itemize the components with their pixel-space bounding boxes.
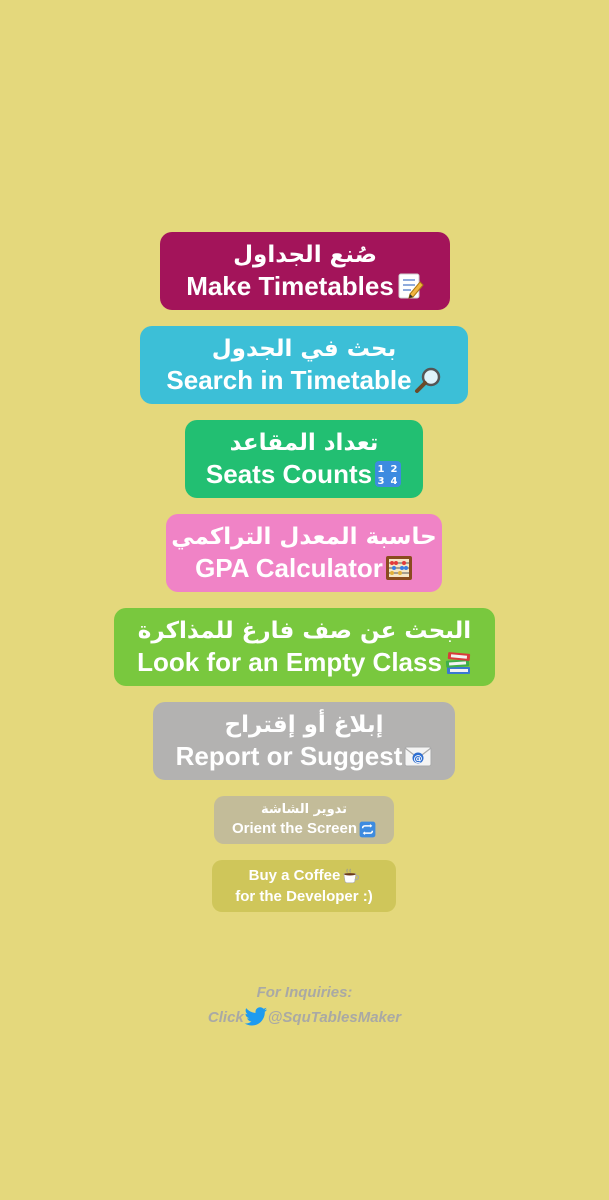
buy-coffee-button[interactable] xyxy=(212,860,396,912)
gpa-calculator-button[interactable] xyxy=(166,514,442,592)
make-timetables-arabic-label: صُنع الجداول xyxy=(233,242,377,268)
seats-counts-arabic-label: تعداد المقاعد xyxy=(229,430,379,456)
numbers-1234-icon xyxy=(374,460,402,488)
inquiries-click-label: Click xyxy=(207,1008,244,1026)
seats-counts-label: Seats Counts xyxy=(205,459,373,489)
empty-class-label: Look for an Empty Class xyxy=(137,647,442,677)
gpa-calculator-arabic-label: حاسبة المعدل التراكمي xyxy=(171,524,437,550)
orient-screen-arabic-label: تدوير الشاشة xyxy=(260,802,348,817)
repeat-arrows-icon xyxy=(359,821,376,838)
svg-text:@: @ xyxy=(413,754,423,765)
inquiries-title: For Inquiries: xyxy=(256,984,353,1001)
books-icon xyxy=(444,648,472,676)
memo-icon xyxy=(396,272,424,300)
search-timetable-label: Search in Timetable xyxy=(166,365,412,395)
empty-class-arabic-label: البحث عن صف فارغ للمذاكرة xyxy=(137,618,472,644)
svg-text:3: 3 xyxy=(377,476,385,487)
seats-counts-button[interactable] xyxy=(185,420,423,498)
buy-coffee-sub-label: for the Developer :) xyxy=(235,888,373,905)
orient-screen-button[interactable] xyxy=(214,796,394,844)
buy-coffee-label: Buy a Coffee xyxy=(248,867,341,884)
report-suggest-button[interactable] xyxy=(153,702,455,780)
empty-class-button[interactable] xyxy=(114,608,495,686)
coffee-icon xyxy=(342,867,359,884)
make-timetables-button[interactable] xyxy=(160,232,450,310)
svg-text:2: 2 xyxy=(390,464,398,475)
search-timetable-arabic-label: بحث في الجدول xyxy=(211,336,397,362)
make-timetables-label: Make Timetables xyxy=(186,271,394,301)
magnifier-icon xyxy=(414,366,442,394)
report-suggest-label: Report or Suggest xyxy=(175,741,403,771)
twitter-bird-icon xyxy=(244,1007,268,1027)
svg-text:1: 1 xyxy=(377,464,385,475)
report-suggest-arabic-label: إبلاغ أو إقتراح xyxy=(224,712,384,738)
twitter-handle: @SquTablesMaker xyxy=(267,1008,402,1026)
svg-text:4: 4 xyxy=(390,476,398,487)
search-timetable-button[interactable] xyxy=(140,326,468,404)
orient-screen-label: Orient the Screen xyxy=(231,820,358,837)
abacus-icon xyxy=(385,554,413,582)
envelope-icon xyxy=(404,742,432,770)
gpa-calculator-label: GPA Calculator xyxy=(195,553,383,583)
inquiries-link[interactable] xyxy=(0,1006,609,1028)
